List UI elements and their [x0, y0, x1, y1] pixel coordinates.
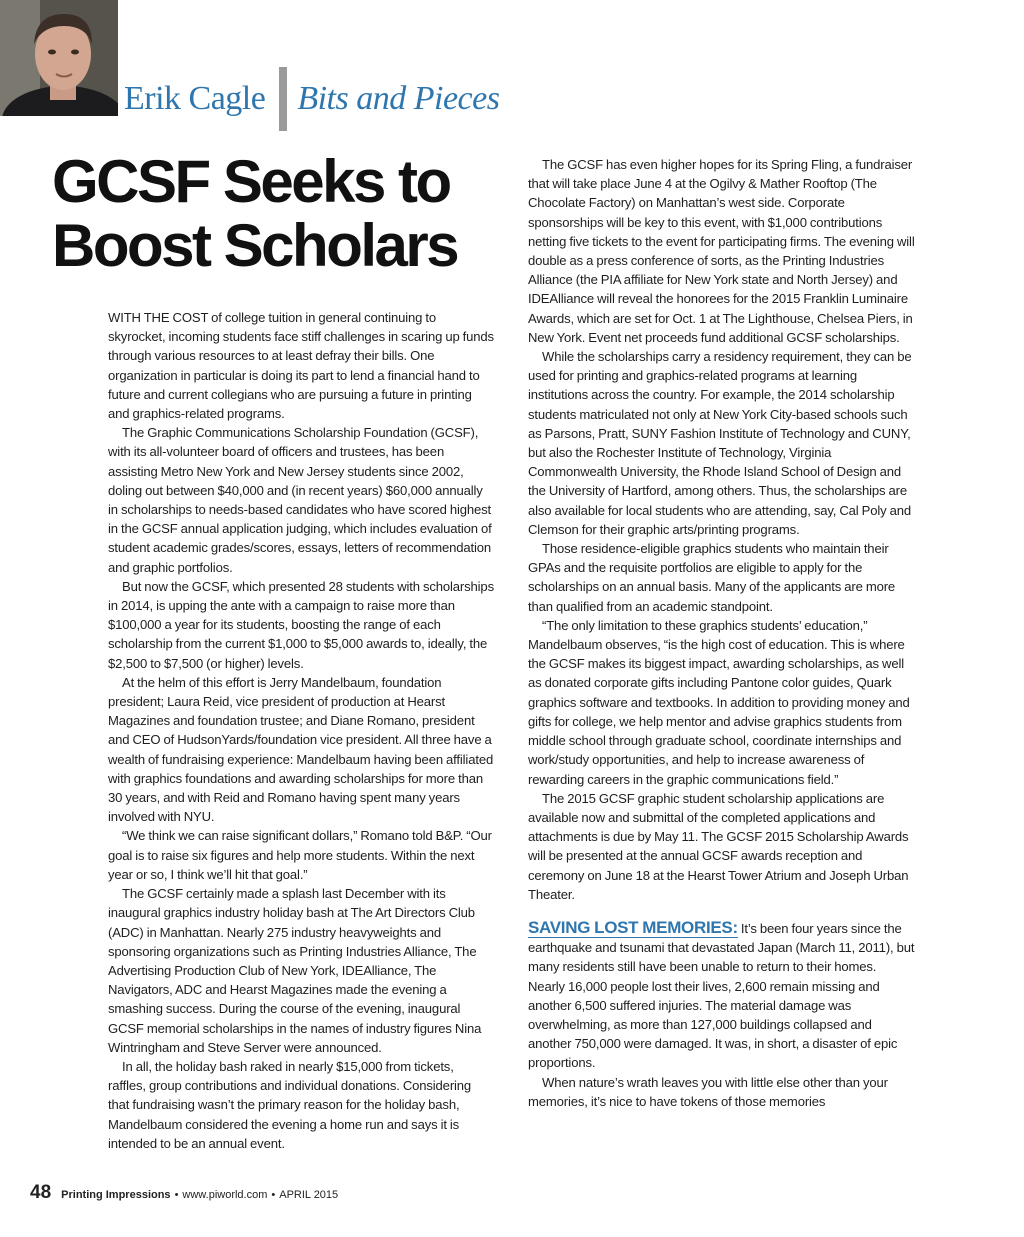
paragraph: While the scholarships carry a residency requirement, they can be used for printing and graphics-related programs at learning institutions across the country. For example, the 2014 scholarship students matriculated not only at New York City-based schools such as Parsons, Pratt, SUNY Fashion Institute of Technology and CUNY, but also the Rochester Institute of Technology, Virginia Commonwealth University, the Rhode Island School of Design and the University of Hartford, among others. Thus, the scholarships are also available for local students who are attending, say, Cal Poly and Clemson for their graphic arts/printing programs.: [528, 349, 912, 537]
website: www.piworld.com: [182, 1189, 268, 1201]
article-right-column: [528, 155, 916, 1111]
byline-divider: [279, 67, 287, 131]
paragraph: The Graphic Communications Scholarship Foundation (GCSF), with its all-volunteer board of officers and trustees, has been assisting Metro New York and New Jersey students since 2002, doling out between $40,000 and (in recent years) $60,000 annually in scholarships to needs-based candidates who have scored highest in the GCSF annual application judging, which includes evaluation of student academic grades/scores, essays, letters of recommendation and graphic portfolios.: [108, 425, 492, 575]
publication-name: Printing Impressions: [61, 1189, 171, 1201]
paragraph: “We think we can raise significant dollars,” Romano told B&P. “Our goal is to raise six figures and help more students. Within the next year or so, I think we’ll hit that goal.”: [108, 828, 492, 882]
paragraph: [108, 308, 494, 423]
headline-line-2: Boost Scholars: [52, 212, 458, 279]
subhead-saving-lost-memories: SAVING LOST MEMORIES:: [528, 917, 738, 937]
footer-bullet: •: [271, 1189, 276, 1201]
paragraph: The GCSF certainly made a splash last December with its inaugural graphics industry holiday bash at The Art Directors Club (ADC) in Manhattan. Nearly 275 industry heavyweights and sponsoring organizations such as Printing Industries Alliance, The Advertising Production Club of New York, IDEAlliance, The Navigators, ADC and Hearst Magazines made the evening a smashing success. During the course of the evening, inaugural GCSF memorial scholarships in the names of industry figures Nina Wintringham and Steve Server were announced.: [108, 886, 482, 1055]
headline: [52, 150, 512, 278]
lead-caps: WITH THE COST: [108, 310, 209, 325]
headline-line-1: GCSF Seeks to: [52, 148, 450, 215]
paragraph: When nature’s wrath leaves you with little else other than your memories, it’s nice to have tokens of those memories: [528, 1074, 888, 1109]
page-number: 48: [30, 1182, 52, 1203]
paragraph: Those residence-eligible graphics students who maintain their GPAs and the requisite portfolios are eligible to apply for the scholarships on an annual basis. Many of the applicants are more than qualified from an academic standpoint.: [528, 541, 896, 614]
author-photo: [0, 0, 118, 116]
paragraph-text: It’s been four years since the earthquake and tsunami that devastated Japan (March 11, 2011), but many residents still have been unable to return to their homes. Nearly 16,000 people lost their lives, 2,600 remain missing and another 6,500 suffered injuries. The material damage was overwhelming, as more than 127,000 buildings collapsed and another 750,000 were damaged. It was, in short, a disaster of epic proportions.: [528, 920, 915, 1071]
paragraph: At the helm of this effort is Jerry Mandelbaum, foundation president; Laura Reid, vice president of production at Hearst Magazines and foundation trustee; and Diane Romano, president and CEO of HudsonYards/foundation vice president. All three have a wealth of fundraising experience: Mandelbaum having been affiliated with graphics foundations and awarding scholarships for more than 30 years, and with Reid and Romano having spent many years involved with NYU.: [108, 674, 494, 825]
column-name: Bits and Pieces: [297, 80, 500, 117]
paragraph: The 2015 GCSF graphic student scholarship applications are available now and submittal of the completed applications and attachments is due by May 11. The GCSF 2015 Scholarship Awards will be presented at the annual GCSF awards reception and ceremony on June 18 at the Hearst Tower Atrium and Joseph Urban Theater.: [528, 790, 909, 902]
article-left-column: [108, 308, 494, 1153]
paragraph: “The only limitation to these graphics students’ education,” Mandelbaum observes, “is the high cost of education. This is where the GCSF makes its biggest impact, awarding scholarships, as well as donated corporate gifts including Pantone color guides, Quark graphics software and textbooks. In addition to providing money and gifts for college, we help mentor and advise graphics students from middle school through graduate school, coordinate internships and work/study opportunities, and help to increase awareness of rewarding careers in the graphic communications field.”: [528, 617, 910, 787]
paragraph: The GCSF has even higher hopes for its Spring Fling, a fundraiser that will take place June 4 at the Ogilvy & Mather Rooftop (The Chocolate Factory) on Manhattan’s west side. Corporate sponsorships will be key to this event, with $1,000 contributions netting five tickets to the event for participating firms. The evening will double as a press conference of sorts, as the Printing Industries Alliance (the PIA affiliate for New York state and North Jersey) and IDEAlliance will reveal the honorees for the 2015 Franklin Luminaire Awards, which are set for Oct. 1 at The Lighthouse, Chelsea Piers, in New York. Event net proceeds fund additional GCSF scholarships.: [528, 157, 915, 345]
paragraph: But now the GCSF, which presented 28 students with scholarships in 2014, is upping the ante with a campaign to raise more than $100,000 a year for its students, boosting the range of each scholarship from the current $1,000 to $5,000 awards to, ideally, the $2,500 to $7,500 (or higher) levels.: [108, 578, 494, 671]
footer-bullet: •: [174, 1189, 179, 1201]
paragraph: [528, 918, 916, 1073]
paragraph: In all, the holiday bash raked in nearly $15,000 from tickets, raffles, group contributions and individual donations. Considering that fundraising wasn’t the primary reason for the holiday bash, Mandelbaum considered the evening a home run and says it is intended to be an annual event.: [108, 1058, 472, 1151]
page-footer: [30, 1182, 338, 1206]
byline: [124, 66, 499, 132]
author-portrait-illustration: [0, 0, 118, 116]
author-name: Erik Cagle: [124, 80, 266, 117]
paragraph-text: of college tuition in general continuing to skyrocket, incoming students face stiff challenges in scaring up funds through various resources to at least defray their bills. One organization in particular is doing its part to lend a financial hand to future and current collegians who are pursuing a future in printing and graphics-related programs.: [108, 310, 494, 422]
issue-date: APRIL 2015: [279, 1189, 339, 1201]
